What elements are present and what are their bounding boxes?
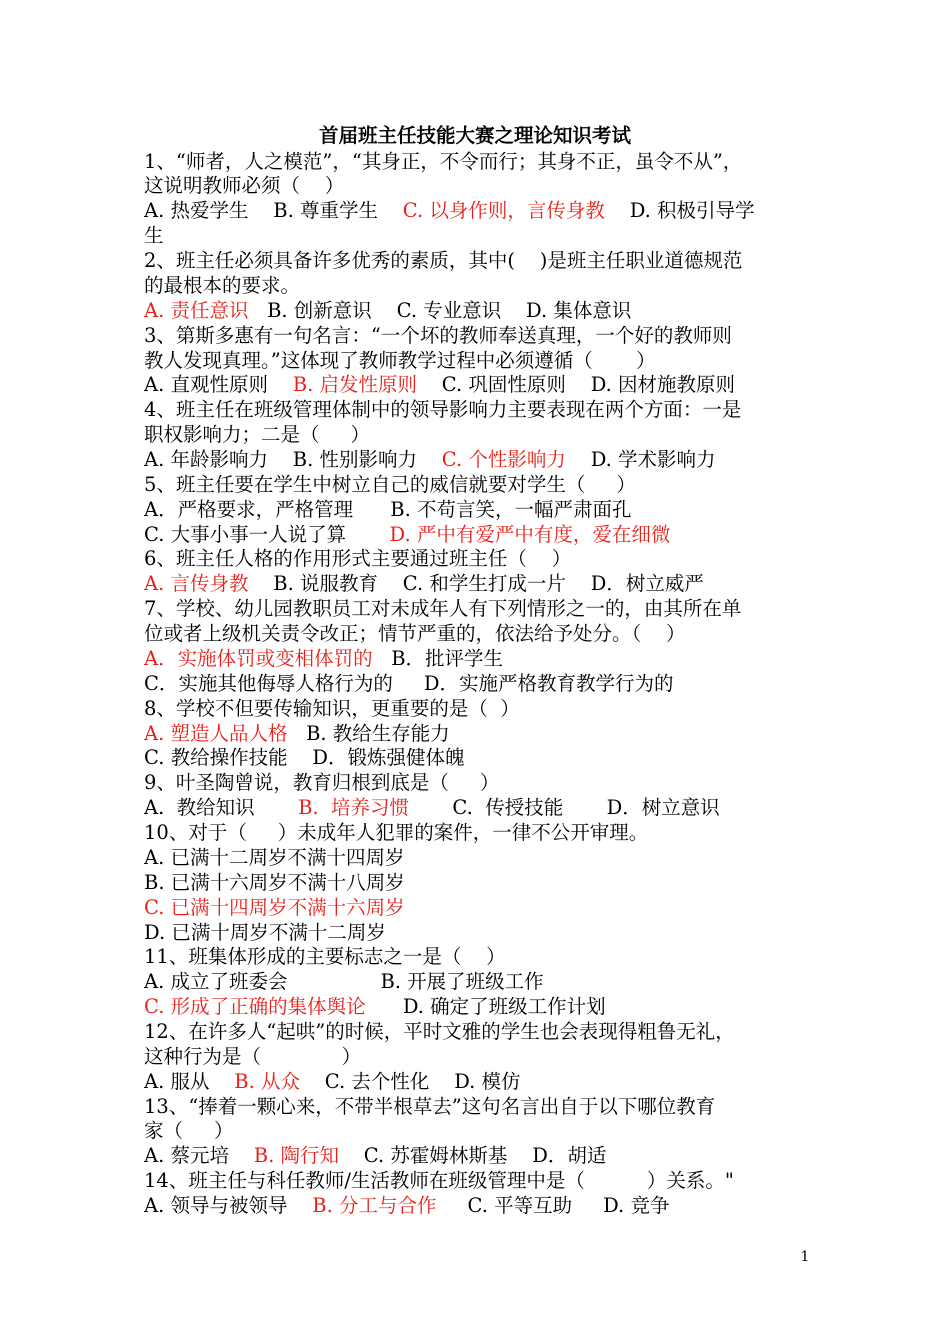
line-text: 5、班主任要在学生中树立自己的威信就要对学生（ ） xyxy=(144,472,636,496)
line-text: 的最根本的要求。 xyxy=(144,273,301,297)
correct-answer: B. 分工与合作 xyxy=(312,1194,437,1217)
line-text: 这说明教师必须（ ） xyxy=(144,174,345,198)
line-text: 10、对于（ ）未成年人犯罪的案件，一律不公开审理。 xyxy=(144,821,649,844)
line-text: 13、“捧着一颗心来，不带半根草去”这句名言出自于以下哪位教育 xyxy=(144,1094,716,1118)
text-line xyxy=(144,646,834,671)
correct-answer: A．实施体罚或变相体罚的 xyxy=(144,646,373,670)
line-text: A. 成立了班委会 B. 开展了班级工作 xyxy=(144,970,544,994)
correct-answer: D. 严中有爱严中有度，爱在细微 xyxy=(389,522,671,546)
line-text: C. 教给操作技能 D．锻炼强健体魄 xyxy=(144,746,465,770)
line-text: B. 说服教育 C. 和学生打成一片 D．树立威严 xyxy=(248,572,704,596)
line-text: A. 热爱学生 B. 尊重学生 xyxy=(144,199,403,223)
line-text: A. 年龄影响力 B. 性别影响力 xyxy=(144,447,442,471)
line-text: A. 已满十二周岁不满十四周岁 xyxy=(144,845,405,869)
line-text: B．批评学生 xyxy=(372,646,504,670)
text-line xyxy=(144,795,834,820)
line-text: C. 平等互助 D. 竞争 xyxy=(436,1194,670,1217)
text-line xyxy=(144,944,834,969)
line-text: 9、叶圣陶曾说，教育归根到底是（ ） xyxy=(144,771,500,795)
text-line xyxy=(144,546,834,571)
correct-answer: A. 塑造人品人格 xyxy=(144,721,288,745)
line-text: 这种行为是（ ） xyxy=(144,1044,362,1068)
correct-answer: C. 已满十四周岁不满十六周岁 xyxy=(144,895,405,919)
line-text: B. 教给生存能力 xyxy=(287,721,450,745)
text-line xyxy=(144,348,834,373)
line-text: B. 创新意识 C. 专业意识 D. 集体意识 xyxy=(248,298,632,322)
text-line xyxy=(144,895,834,920)
text-line xyxy=(144,198,834,223)
text-line xyxy=(144,472,834,497)
text-line xyxy=(144,721,834,746)
text-line xyxy=(144,1094,834,1119)
page-number: 1 xyxy=(800,1249,810,1265)
text-line xyxy=(144,422,834,447)
correct-answer: C. 形成了正确的集体舆论 xyxy=(144,995,366,1019)
line-text: 14、班主任与科任教师/生活教师在班级管理中是（ ）关系。" xyxy=(144,1169,734,1193)
text-line xyxy=(144,994,834,1019)
line-text: 12、在许多人“起哄”的时候，平时文雅的学生也会表现得粗鲁无礼， xyxy=(144,1020,735,1043)
text-line xyxy=(144,596,834,621)
correct-answer: B. 启发性原则 xyxy=(292,373,418,397)
line-text: A. 服从 xyxy=(144,1069,235,1093)
line-text: C. 大事小事一人说了算 xyxy=(144,522,390,546)
text-line xyxy=(144,173,834,198)
line-text: C．实施其他侮辱人格行为的 D．实施严格教育教学行为的 xyxy=(144,671,674,695)
correct-answer: A. 言传身教 xyxy=(144,572,249,596)
line-text: 3、第斯多惠有一句名言：“一个坏的教师奉送真理，一个好的教师则 xyxy=(144,323,732,347)
text-line xyxy=(144,820,834,845)
text-line xyxy=(144,223,834,248)
correct-answer: B. 培养习惯 xyxy=(298,796,410,820)
correct-answer: B. 陶行知 xyxy=(253,1144,340,1168)
text-line xyxy=(144,248,834,273)
line-text: 8、学校不但要传输知识，更重要的是（ ） xyxy=(144,696,520,720)
line-text: 家（ ） xyxy=(144,1119,234,1143)
line-text: C. 去个性化 D. 模仿 xyxy=(300,1069,521,1093)
line-text: D. 确定了班级工作计划 xyxy=(365,995,606,1019)
text-line xyxy=(144,1044,834,1069)
line-text: 11、班集体形成的主要标志之一是（ ） xyxy=(144,945,506,969)
line-text: A. 直观性原则 xyxy=(144,373,293,397)
correct-answer: C. 以身作则，言传身教 xyxy=(402,199,605,223)
line-text: A. 蔡元培 xyxy=(144,1144,254,1168)
text-line xyxy=(144,273,834,298)
text-line xyxy=(144,397,834,422)
correct-answer: B. 从众 xyxy=(234,1069,301,1093)
line-text: D. 积极引导学 xyxy=(604,199,755,223)
text-line xyxy=(144,671,834,696)
correct-answer: C. 个性影响力 xyxy=(441,447,566,471)
text-line xyxy=(144,1193,834,1218)
line-text: A. 教给知识 xyxy=(144,796,299,820)
line-text: D. 学术影响力 xyxy=(565,447,716,471)
text-line xyxy=(144,298,834,323)
document-title: 首届班主任技能大赛之理论知识考试 xyxy=(318,124,631,147)
line-text: 教人发现真理。”这体现了教师教学过程中必须遵循（ ） xyxy=(144,348,656,372)
text-line xyxy=(144,522,834,547)
text-line xyxy=(144,920,834,945)
line-text: 位或者上级机关责令改正；情节严重的，依法给予处分。（ ） xyxy=(144,622,686,645)
line-text: C. 苏霍姆林斯基 D．胡适 xyxy=(339,1144,607,1168)
text-line xyxy=(144,845,834,870)
line-text: 2、班主任必须具备许多优秀的素质，其中( )是班主任职业道德规范 xyxy=(144,249,743,272)
text-line xyxy=(144,149,834,174)
line-text: 1、“师者，人之模范”，“其身正，不令而行；其身不正，虽令不从”， xyxy=(144,149,743,173)
text-line xyxy=(144,745,834,770)
text-line xyxy=(144,372,834,397)
text-line xyxy=(144,323,834,348)
line-text: A．严格要求，严格管理 B. 不苟言笑，一幅严肃面孔 xyxy=(144,497,632,521)
line-text: B. 已满十六周岁不满十八周岁 xyxy=(144,870,405,894)
text-line xyxy=(144,1143,834,1168)
text-line xyxy=(144,696,834,721)
line-text: 7、学校、幼儿园教职员工对未成年人有下列情形之一的，由其所在单 xyxy=(144,597,742,621)
line-text: 6、班主任人格的作用形式主要通过班主任（ ） xyxy=(144,547,572,571)
line-text: 4、班主任在班级管理体制中的领导影响力主要表现在两个方面：一是 xyxy=(144,398,742,422)
text-line xyxy=(144,447,834,472)
text-line xyxy=(144,621,834,646)
line-text: 生 xyxy=(144,224,164,248)
text-line xyxy=(144,1069,834,1094)
text-line xyxy=(144,1118,834,1143)
line-text: D. 已满十周岁不满十二周岁 xyxy=(144,920,386,944)
text-line xyxy=(144,1168,834,1193)
line-text: C. 传授技能 D．树立意识 xyxy=(409,796,720,820)
correct-answer: A. 责任意识 xyxy=(144,298,249,322)
text-line xyxy=(144,870,834,895)
text-line xyxy=(144,1019,834,1044)
text-line xyxy=(144,497,834,522)
line-text: C. 巩固性原则 D. 因材施教原则 xyxy=(417,373,736,397)
text-line xyxy=(144,571,834,596)
text-line xyxy=(144,770,834,795)
line-text: 职权影响力；二是（ ） xyxy=(144,423,370,447)
text-line xyxy=(144,969,834,994)
line-text: A. 领导与被领导 xyxy=(144,1194,313,1217)
